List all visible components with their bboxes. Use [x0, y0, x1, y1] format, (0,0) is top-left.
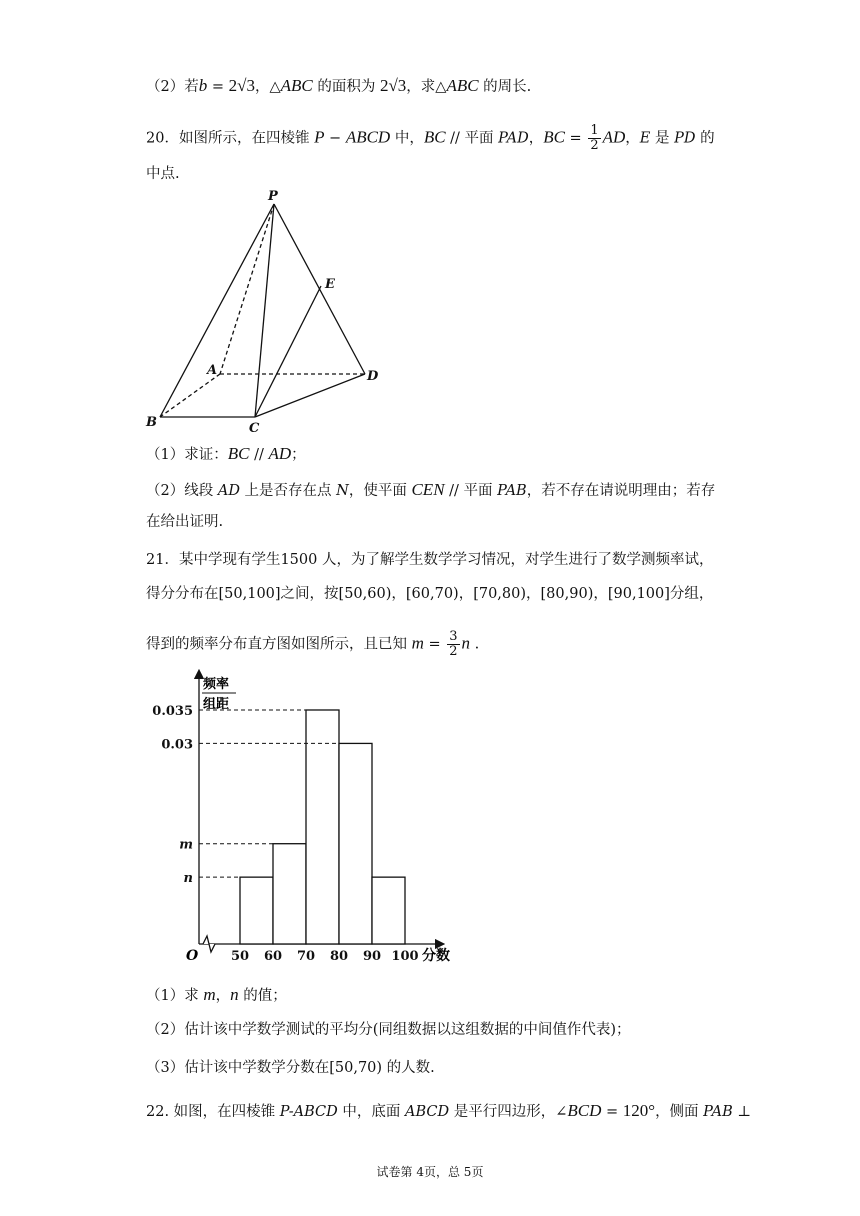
label-B: B: [146, 415, 157, 430]
x-tick-label-3: 80: [329, 949, 349, 964]
q21-line2: 得分分布在[50,100]之间，按[50,60)，[60,70)，[70,80)，[80,90)，[90,100]分组，: [146, 586, 714, 602]
x-tick-label-5: 100: [391, 949, 419, 964]
label-E: E: [325, 277, 335, 292]
label-D: D: [367, 369, 379, 384]
q20-part1: （1）求证：BC // AD；: [146, 444, 306, 463]
histogram-bar-1: [273, 844, 306, 944]
q21-part2: （2）估计该中学数学测试的平均分(同组数据以这组数据的中间值作代表)；: [146, 1022, 631, 1038]
axis-break-mark: [203, 936, 215, 952]
histogram-bar-3: [339, 743, 372, 944]
histogram-bar-2: [306, 710, 339, 944]
q20-part2-line2: 在给出证明.: [146, 514, 224, 530]
x-tick-label-2: 70: [296, 949, 316, 964]
y-tick-label-1: 0.03: [161, 737, 193, 753]
x-label: 分数: [422, 948, 450, 964]
y-tick-label-3: n: [183, 871, 193, 887]
pyramid-figure: [140, 188, 390, 438]
q21-part3: （3）估计该中学数学分数在[50,70) 的人数.: [146, 1060, 435, 1076]
histogram-bar-0: [240, 877, 273, 944]
q19-part2: （2）若b = 2√3，△ABC 的面积为 2√3，求△ABC 的周长.: [146, 76, 532, 95]
x-tick-label-0: 50: [230, 949, 250, 964]
q20-line1: 20．如图所示，在四棱锥 P − ABCD 中，BC // 平面 PAD，BC = $\frac{1}{2}$ AD，E 是 PD 的: [146, 123, 715, 153]
page-footer: 试卷第 4页，总 5页: [376, 1165, 484, 1179]
label-P: P: [268, 189, 278, 204]
histogram-bar-4: [372, 877, 405, 944]
q21-part1: （1）求 m，n 的值；: [146, 985, 287, 1004]
y-label-bottom: 组距: [203, 697, 230, 712]
label-A: A: [207, 363, 218, 378]
origin-label: O: [186, 948, 199, 964]
y-tick-label-0: 0.035: [152, 703, 193, 719]
frequency-histogram: [140, 668, 480, 976]
q21-line3: 得到的频率分布直方图如图所示，且已知 m = $\frac{3}{2}$ n .: [146, 629, 480, 659]
q22-line1: 22. 如图，在四棱锥 P-ABCD 中，底面 ABCD 是平行四边形，∠BCD = 120°，侧面 PAB ⊥: [146, 1101, 751, 1120]
q21-line1: 21．某中学现有学生1500 人，为了解学生数学学习情况，对学生进行了数学测频率试，: [146, 552, 714, 568]
label-C: C: [249, 421, 260, 436]
x-tick-label-1: 60: [263, 949, 283, 964]
y-tick-label-2: m: [179, 837, 193, 853]
y-label-top: 频率: [203, 677, 230, 692]
q20-part2-line1: （2）线段 AD 上是否存在点 N，使平面 CEN // 平面 PAB，若不存在请说明理由；若存: [146, 480, 716, 499]
x-tick-label-4: 90: [362, 949, 382, 964]
q20-line2: 中点.: [146, 166, 180, 182]
